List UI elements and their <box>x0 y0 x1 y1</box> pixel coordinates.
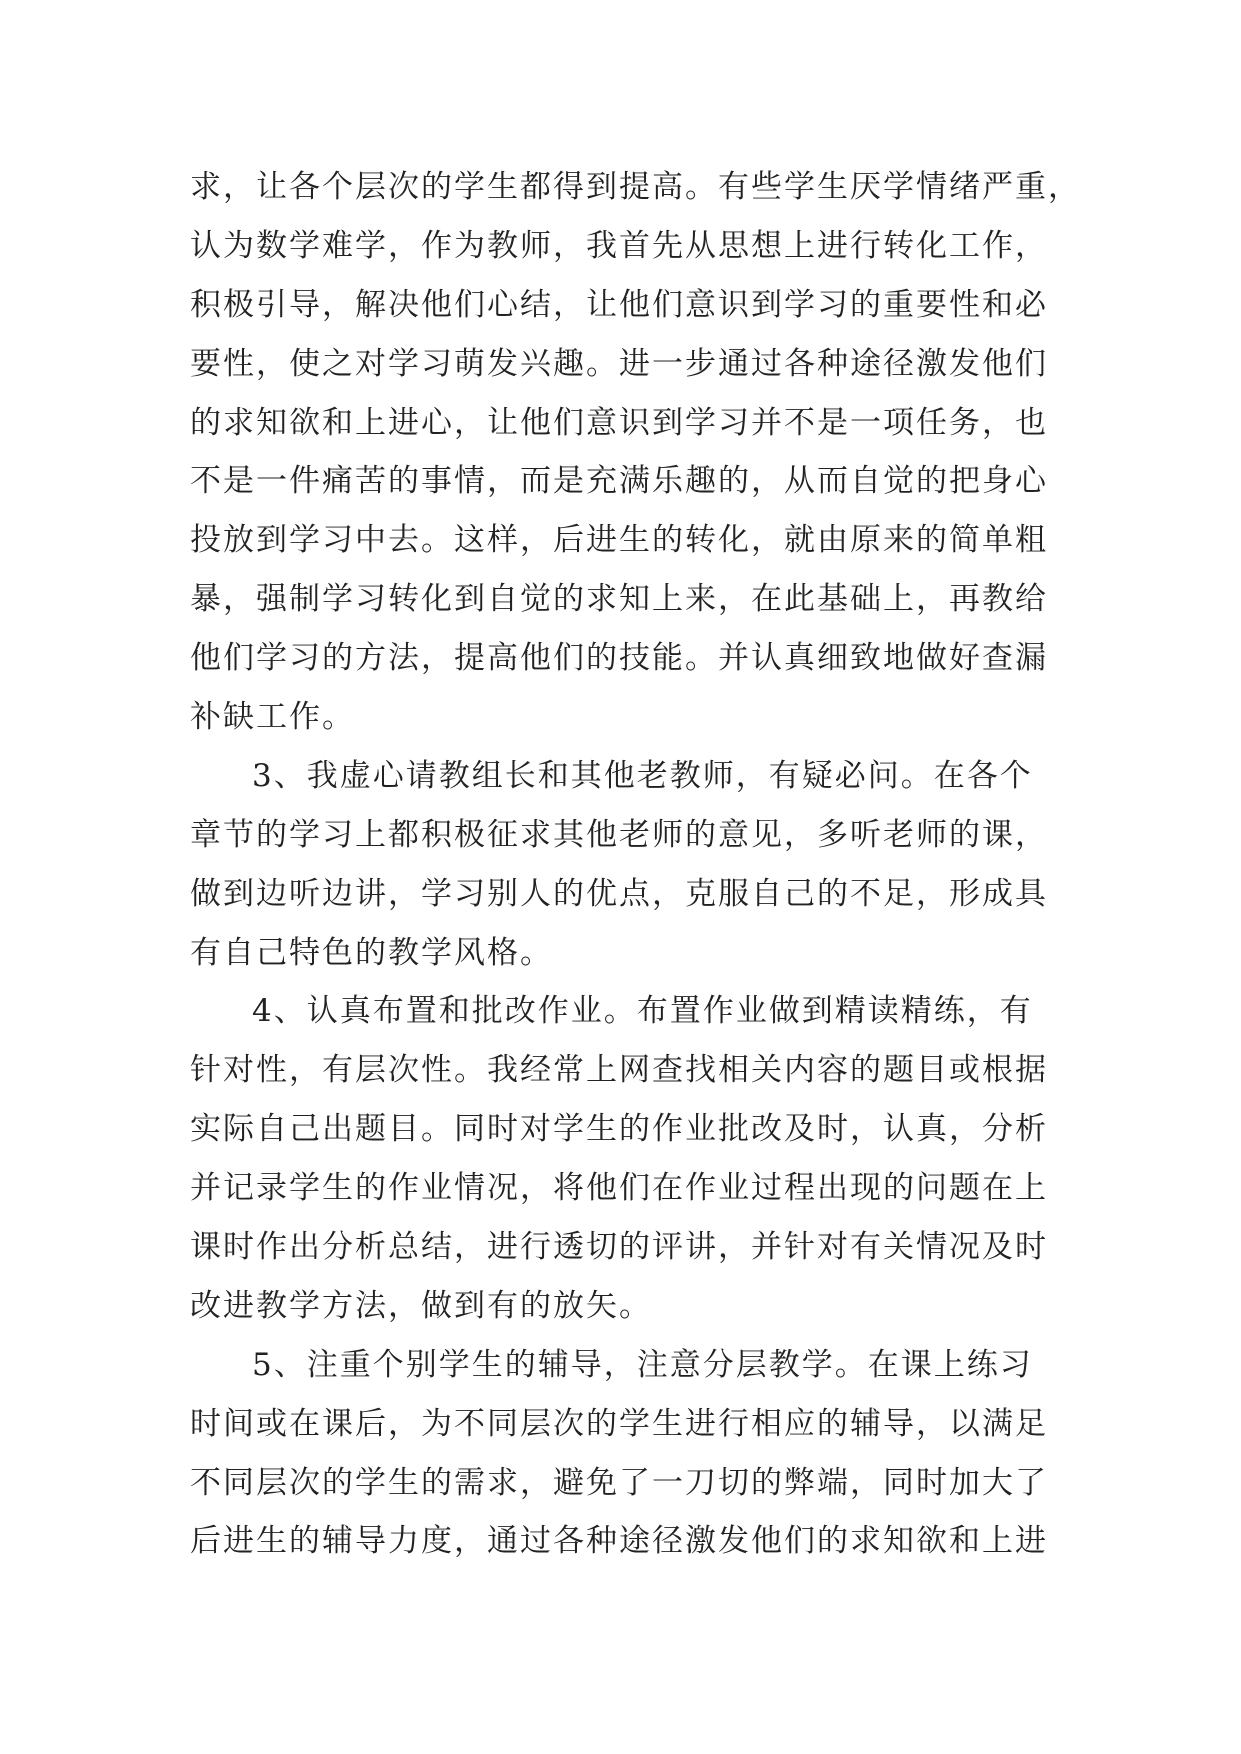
text-line: 不同层次的学生的需求，避免了一刀切的弊端，同时加大了 <box>190 1464 1048 1501</box>
text-line: 时间或在课后，为不同层次的学生进行相应的辅导，以满足 <box>190 1405 1048 1442</box>
text-line: 有自己特色的教学风格。 <box>190 934 553 971</box>
text-line: 课时作出分析总结，进行透切的评讲，并针对有关情况及时 <box>190 1229 1048 1266</box>
text-line: 并记录学生的作业情况，将他们在作业过程出现的问题在上 <box>190 1170 1048 1207</box>
text-line: 针对性，有层次性。我经常上网查找相关内容的题目或根据 <box>190 1052 1048 1089</box>
text-line: 不是一件痛苦的事情，而是充满乐趣的，从而自觉的把身心 <box>190 463 1048 500</box>
text-line: 求，让各个层次的学生都得到提高。有些学生厌学情绪严重， <box>190 169 1081 205</box>
text-line: 的求知欲和上进心，让他们意识到学习并不是一项任务，也 <box>190 404 1048 441</box>
paragraph-5-first-line: 5、注重个别学生的辅导，注意分层教学。在课上练习 <box>252 1346 1033 1383</box>
text-line: 投放到学习中去。这样，后进生的转化，就由原来的简单粗 <box>190 522 1048 559</box>
text-line: 实际自己出题目。同时对学生的作业批改及时，认真，分析 <box>190 1111 1048 1148</box>
text-line: 后进生的辅导力度，通过各种途径激发他们的求知欲和上进 <box>190 1523 1048 1560</box>
text-line: 积极引导，解决他们心结，让他们意识到学习的重要性和必 <box>190 286 1048 323</box>
text-line: 他们学习的方法，提高他们的技能。并认真细致地做好查漏 <box>190 640 1048 677</box>
paragraph-4-first-line: 4、认真布置和批改作业。布置作业做到精读精练，有 <box>252 993 1033 1030</box>
text-line: 要性，使之对学习萌发兴趣。进一步通过各种途径激发他们 <box>190 345 1048 382</box>
paragraph-3-first-line: 3、我虚心请教组长和其他老教师，有疑必问。在各个 <box>252 757 1033 794</box>
text-line: 认为数学难学，作为教师，我首先从思想上进行转化工作， <box>190 227 1048 264</box>
text-line: 章节的学习上都积极征求其他老师的意见，多听老师的课， <box>190 816 1048 853</box>
document-body <box>190 158 1081 1571</box>
text-line: 补缺工作。 <box>190 699 355 736</box>
text-line: 改进教学方法，做到有的放矢。 <box>190 1287 652 1324</box>
text-line: 暴，强制学习转化到自觉的求知上来，在此基础上，再教给 <box>190 581 1048 618</box>
text-line: 做到边听边讲，学习别人的优点，克服自己的不足，形成具 <box>190 875 1048 912</box>
